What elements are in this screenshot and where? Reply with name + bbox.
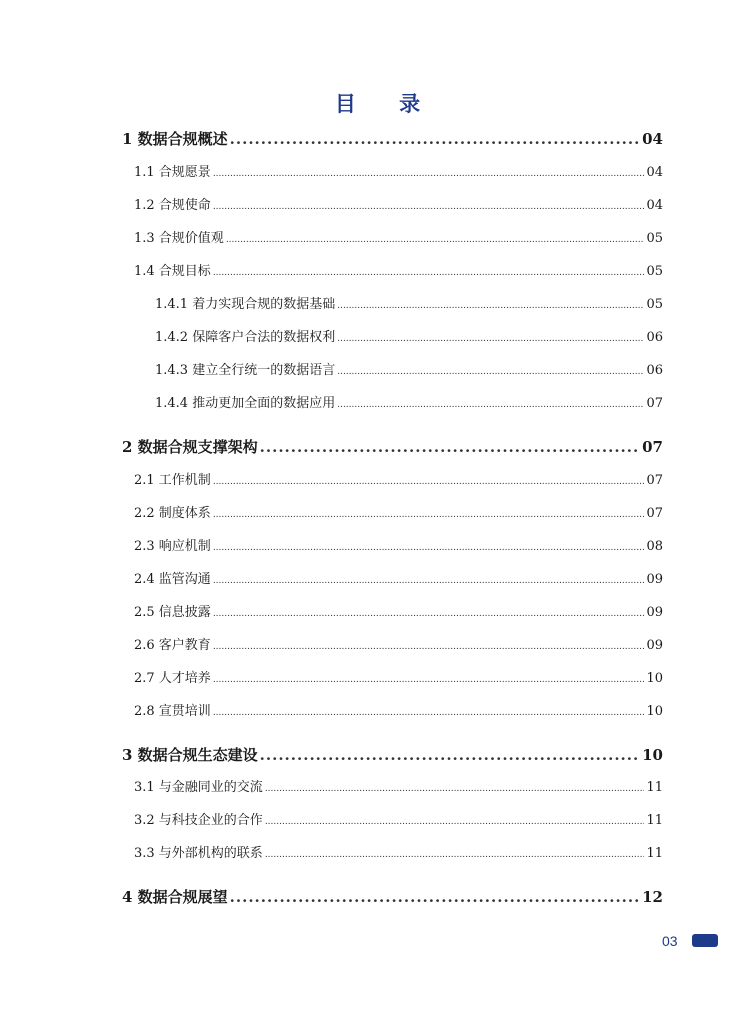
- toc-leader-dots: [337, 368, 644, 377]
- toc-entry-label: 2.2 制度体系: [134, 506, 211, 521]
- toc-leader-dots: [213, 170, 645, 179]
- toc-leader-dots: [337, 335, 644, 344]
- toc-entry-page: 09: [646, 638, 663, 653]
- toc-entry-1-2[interactable]: [134, 199, 663, 212]
- toc-leader-dots: [213, 610, 645, 619]
- toc-leader-dots: [213, 203, 645, 212]
- toc-entry-label: 1.1 合规愿景: [134, 165, 211, 180]
- toc-entry-label: 2.6 客户教育: [134, 638, 211, 653]
- toc-entry-label: 1.4 合规目标: [134, 264, 211, 279]
- toc-entry-label: 2.5 信息披露: [134, 605, 211, 620]
- toc-entry-page: 05: [646, 231, 663, 246]
- toc-entry-2-8[interactable]: [134, 705, 663, 718]
- toc-leader-dots: [230, 132, 640, 147]
- toc-entry-page: 06: [646, 330, 663, 345]
- toc-entry-3-2[interactable]: [134, 814, 663, 827]
- toc-entry-1-1[interactable]: [134, 166, 663, 179]
- toc-leader-dots: [337, 302, 644, 311]
- toc-entry-page: 04: [646, 198, 663, 213]
- toc-entry-page: 07: [642, 438, 663, 456]
- toc-leader-dots: [213, 577, 645, 586]
- toc-entry-1-4-2[interactable]: [155, 331, 663, 344]
- toc-leader-dots: [230, 890, 640, 905]
- toc-entry-2-1[interactable]: [134, 474, 663, 487]
- toc-entry-1-4-1[interactable]: [155, 298, 663, 311]
- toc-entry-page: 05: [646, 297, 663, 312]
- toc-entry-label: 1.4.3 建立全行统一的数据语言: [155, 363, 336, 378]
- toc-entry-1[interactable]: [122, 132, 663, 147]
- toc-entry-label: 3.3 与外部机构的联系: [134, 846, 263, 861]
- toc-entry-2-3[interactable]: [134, 540, 663, 553]
- toc-leader-dots: [213, 511, 645, 520]
- toc-leader-dots: [260, 440, 640, 455]
- toc-entry-page: 10: [646, 704, 663, 719]
- toc-entry-label: 2.7 人才培养: [134, 671, 211, 686]
- toc-entry-page: 09: [646, 572, 663, 587]
- toc-entry-page: 12: [642, 888, 663, 906]
- toc-entry-2-2[interactable]: [134, 507, 663, 520]
- toc-entry-label: 1.4.4 推动更加全面的数据应用: [155, 396, 336, 411]
- toc-entry-label: 2 数据合规支撑架构: [122, 438, 258, 456]
- toc-leader-dots: [226, 236, 645, 245]
- toc-leader-dots: [260, 748, 640, 763]
- toc-entry-1-4-4[interactable]: [155, 397, 663, 410]
- toc-leader-dots: [265, 818, 645, 827]
- toc-entry-2-5[interactable]: [134, 606, 663, 619]
- toc-title: 目 录: [334, 91, 439, 116]
- toc-entry-label: 1.2 合规使命: [134, 198, 211, 213]
- toc-entry-2-7[interactable]: [134, 672, 663, 685]
- toc-entry-4[interactable]: [122, 890, 663, 905]
- toc-entry-1-3[interactable]: [134, 232, 663, 245]
- toc-entry-label: 3.1 与金融同业的交流: [134, 780, 263, 795]
- toc-entry-1-4[interactable]: [134, 265, 663, 278]
- toc-entry-label: 2.1 工作机制: [134, 473, 211, 488]
- toc-leader-dots: [265, 851, 645, 860]
- toc-leader-dots: [213, 544, 645, 553]
- toc-entry-label: 2.8 宣贯培训: [134, 704, 211, 719]
- toc-leader-dots: [213, 676, 645, 685]
- toc-entry-page: 10: [642, 746, 663, 764]
- toc-entry-page: 05: [646, 264, 663, 279]
- toc-leader-dots: [213, 643, 645, 652]
- toc-entry-page: 07: [646, 506, 663, 521]
- toc-entry-page: 07: [646, 473, 663, 488]
- toc-entry-label: 1.4.1 着力实现合规的数据基础: [155, 297, 336, 312]
- toc-leader-dots: [213, 709, 645, 718]
- toc-entry-label: 1.3 合规价值观: [134, 231, 224, 246]
- toc-entry-3-3[interactable]: [134, 847, 663, 860]
- toc-entry-3-1[interactable]: [134, 781, 663, 794]
- toc-leader-dots: [213, 269, 645, 278]
- toc-leader-dots: [337, 401, 644, 410]
- toc-entry-page: 10: [646, 671, 663, 686]
- toc-entry-label: 1.4.2 保障客户合法的数据权利: [155, 330, 336, 345]
- toc-entry-label: 2.3 响应机制: [134, 539, 211, 554]
- toc-entry-page: 09: [646, 605, 663, 620]
- toc-entry-label: 4 数据合规展望: [122, 888, 228, 906]
- toc-entry-page: 04: [646, 165, 663, 180]
- toc-entry-label: 1 数据合规概述: [122, 130, 228, 148]
- toc-entry-2[interactable]: [122, 440, 663, 455]
- toc-entry-label: 3 数据合规生态建设: [122, 746, 258, 764]
- page-marker-tab: [692, 934, 718, 947]
- toc-leader-dots: [265, 785, 645, 794]
- toc-entry-page: 11: [646, 846, 663, 861]
- toc-entry-label: 2.4 监管沟通: [134, 572, 211, 587]
- page-number: 03: [662, 933, 678, 949]
- toc-entry-2-6[interactable]: [134, 639, 663, 652]
- toc-entry-page: 06: [646, 363, 663, 378]
- toc-entry-page: 08: [646, 539, 663, 554]
- toc-entry-3[interactable]: [122, 748, 663, 763]
- toc-entry-page: 11: [646, 813, 663, 828]
- toc-entry-label: 3.2 与科技企业的合作: [134, 813, 263, 828]
- toc-entry-2-4[interactable]: [134, 573, 663, 586]
- toc-entry-page: 11: [646, 780, 663, 795]
- toc-leader-dots: [213, 478, 645, 487]
- toc-entry-1-4-3[interactable]: [155, 364, 663, 377]
- toc-entry-page: 07: [646, 396, 663, 411]
- toc-entry-page: 04: [642, 130, 663, 148]
